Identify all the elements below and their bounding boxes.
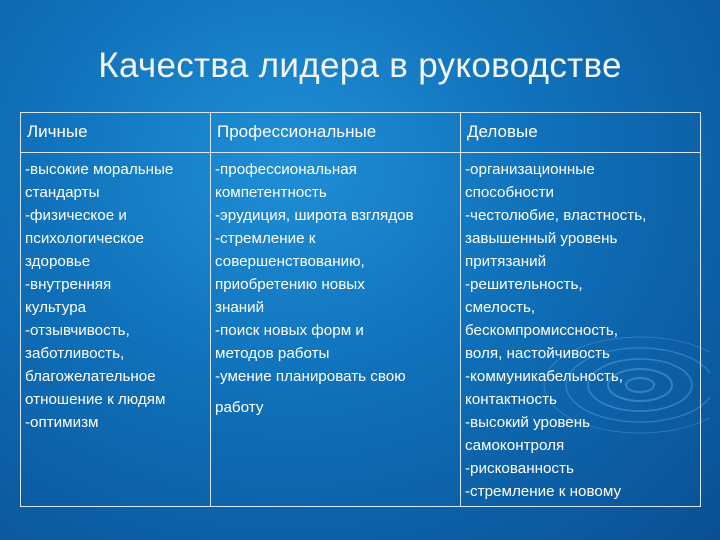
list-item: отношение к людям xyxy=(25,391,166,408)
business-qualities-cell xyxy=(461,153,701,507)
list-item: приобретению новых xyxy=(215,276,365,293)
list-item: -внутренняя xyxy=(25,276,112,293)
list-item: -решительность, xyxy=(465,276,583,293)
spacer xyxy=(215,388,457,396)
list-item: заботливость, xyxy=(25,345,125,362)
header-business: Деловые xyxy=(461,113,701,153)
list-item: самоконтроля xyxy=(465,437,565,454)
list-item: способности xyxy=(465,184,555,201)
list-item: психологическое xyxy=(25,230,145,247)
list-item: знаний xyxy=(215,299,265,316)
list-item: -стремление к новому xyxy=(465,483,622,500)
list-item: здоровье xyxy=(25,253,91,270)
list-item: благожелательное xyxy=(25,368,156,385)
list-item: -коммуникабельность, xyxy=(465,368,624,385)
header-personal: Личные xyxy=(21,113,211,153)
leader-qualities-table xyxy=(20,112,701,507)
list-item: воля, настойчивость xyxy=(465,345,610,362)
list-item: работу xyxy=(215,399,264,416)
header-professional: Профессиональные xyxy=(211,113,461,153)
list-item: -высокий уровень xyxy=(465,414,591,431)
table-row xyxy=(21,153,701,507)
list-item: притязаний xyxy=(465,253,547,270)
list-item: завышенный уровень xyxy=(465,230,618,247)
slide-title: Качества лидера в руководстве xyxy=(98,46,622,85)
list-item: -поиск новых форм и xyxy=(215,322,364,339)
list-item: бескомпромиссность, xyxy=(465,322,619,339)
list-item: -эрудиция, широта взглядов xyxy=(215,207,414,224)
list-item: -стремление к xyxy=(215,230,316,247)
list-item: методов работы xyxy=(215,345,330,362)
list-item: -рискованность xyxy=(465,460,574,477)
list-item: стандарты xyxy=(25,184,100,201)
list-item: -высокие моральные xyxy=(25,161,174,178)
list-item: контактность xyxy=(465,391,557,408)
list-item: культура xyxy=(25,299,87,316)
list-item: -профессиональная xyxy=(215,161,357,178)
list-item: -физическое и xyxy=(25,207,127,224)
list-item: -умение планировать свою xyxy=(215,368,406,385)
list-item: совершенствованию, xyxy=(215,253,365,270)
personal-qualities-cell xyxy=(21,153,211,507)
table-header-row xyxy=(21,113,701,153)
professional-qualities-cell xyxy=(211,153,461,507)
list-item: смелость, xyxy=(465,299,536,316)
list-item: -оптимизм xyxy=(25,414,99,431)
list-item: -отзывчивость, xyxy=(25,322,130,339)
list-item: -честолюбие, властность, xyxy=(465,207,647,224)
list-item: компетентность xyxy=(215,184,327,201)
list-item: -организационные xyxy=(465,161,595,178)
